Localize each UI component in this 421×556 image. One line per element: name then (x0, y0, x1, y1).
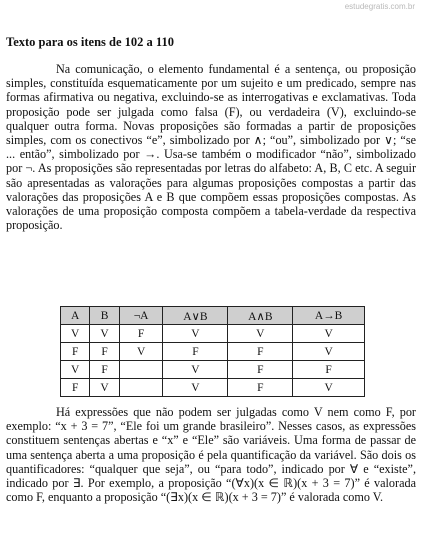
table-cell: V (61, 361, 90, 379)
table-cell (119, 361, 163, 379)
header-a-implies-b: A→B (293, 307, 365, 325)
table-cell: F (228, 361, 293, 379)
table-cell: F (90, 343, 119, 361)
table-cell: V (293, 325, 365, 343)
header-b: B (90, 307, 119, 325)
table-cell: V (61, 325, 90, 343)
table-cell: F (119, 325, 163, 343)
header-a-and-b: A∧B (228, 307, 293, 325)
table-cell: V (293, 343, 365, 361)
truth-table (60, 306, 365, 397)
table-cell: V (293, 379, 365, 397)
table-row (61, 361, 365, 379)
table-cell: V (163, 361, 228, 379)
table-cell: V (119, 343, 163, 361)
table-row (61, 325, 365, 343)
table-cell: V (90, 325, 119, 343)
table-cell: V (90, 379, 119, 397)
quantifiers-paragraph: Há expressões que não podem ser julgadas como V nem como F, por exemplo: “x + 3 = 7”, “Ele foi um grande brasileiro”. Nesses casos, as expressões constituem sentenças abertas e “x” e “Ele” são variáveis. Uma forma de passar de uma sentença aberta a uma proposição é pela quantificação da variável. São dois os quantificadores: “qualquer que seja”, ou “para todo”, indicado por ∀ e “existe”, indicado por ∃. Por exemplo, a proposição “(∀x)(x ∈ ℝ)(x + 3 = 7)” é valorada como F, enquanto a proposição “(∃x)(x ∈ ℝ)(x + 3 = 7)” é valorada como V. (6, 405, 416, 505)
table-cell: F (90, 361, 119, 379)
table-cell: F (61, 379, 90, 397)
table-row (61, 379, 365, 397)
intro-paragraph: Na comunicação, o elemento fundamental é a sentença, ou proposição simples, constituída esquematicamente por um sujeito e um predicado, sempre nas formas afirmativa ou negativa, excluindo-se as interrogativas e exclamativas. Toda proposição pode ser julgada como falsa (F), ou verdadeira (V), excluindo-se qualquer outra forma. Novas proposições são formadas a partir de proposições simples, com os conectivos “e”, simbolizado por ∧; “ou”, simbolizado por ∨; “se ... então”, simbolizado por →. Usa-se também o modificador “não”, simbolizado por ¬. As proposições são representadas por letras do alfabeto: A, B, C etc. A seguir são apresentadas as valorações para algumas proposições compostas a partir das valorações das proposições A e B que compõem essas proposições compostas. As valorações de uma proposição composta compõem a tabela-verdade da respectiva proposição. (6, 62, 416, 233)
table-cell (119, 379, 163, 397)
header-a-or-b: A∨B (163, 307, 228, 325)
table-cell: F (228, 379, 293, 397)
table-cell: V (163, 325, 228, 343)
table-row (61, 343, 365, 361)
table-cell: F (163, 343, 228, 361)
header-not-a: ¬A (119, 307, 163, 325)
header-a: A (61, 307, 90, 325)
table-cell: F (61, 343, 90, 361)
table-cell: V (228, 325, 293, 343)
table-cell: F (293, 361, 365, 379)
table-cell: F (228, 343, 293, 361)
truth-table-header-row (61, 307, 365, 325)
section-heading: Texto para os itens de 102 a 110 (6, 35, 174, 49)
table-cell: V (163, 379, 228, 397)
watermark: estudegratis.com.br (344, 2, 415, 11)
